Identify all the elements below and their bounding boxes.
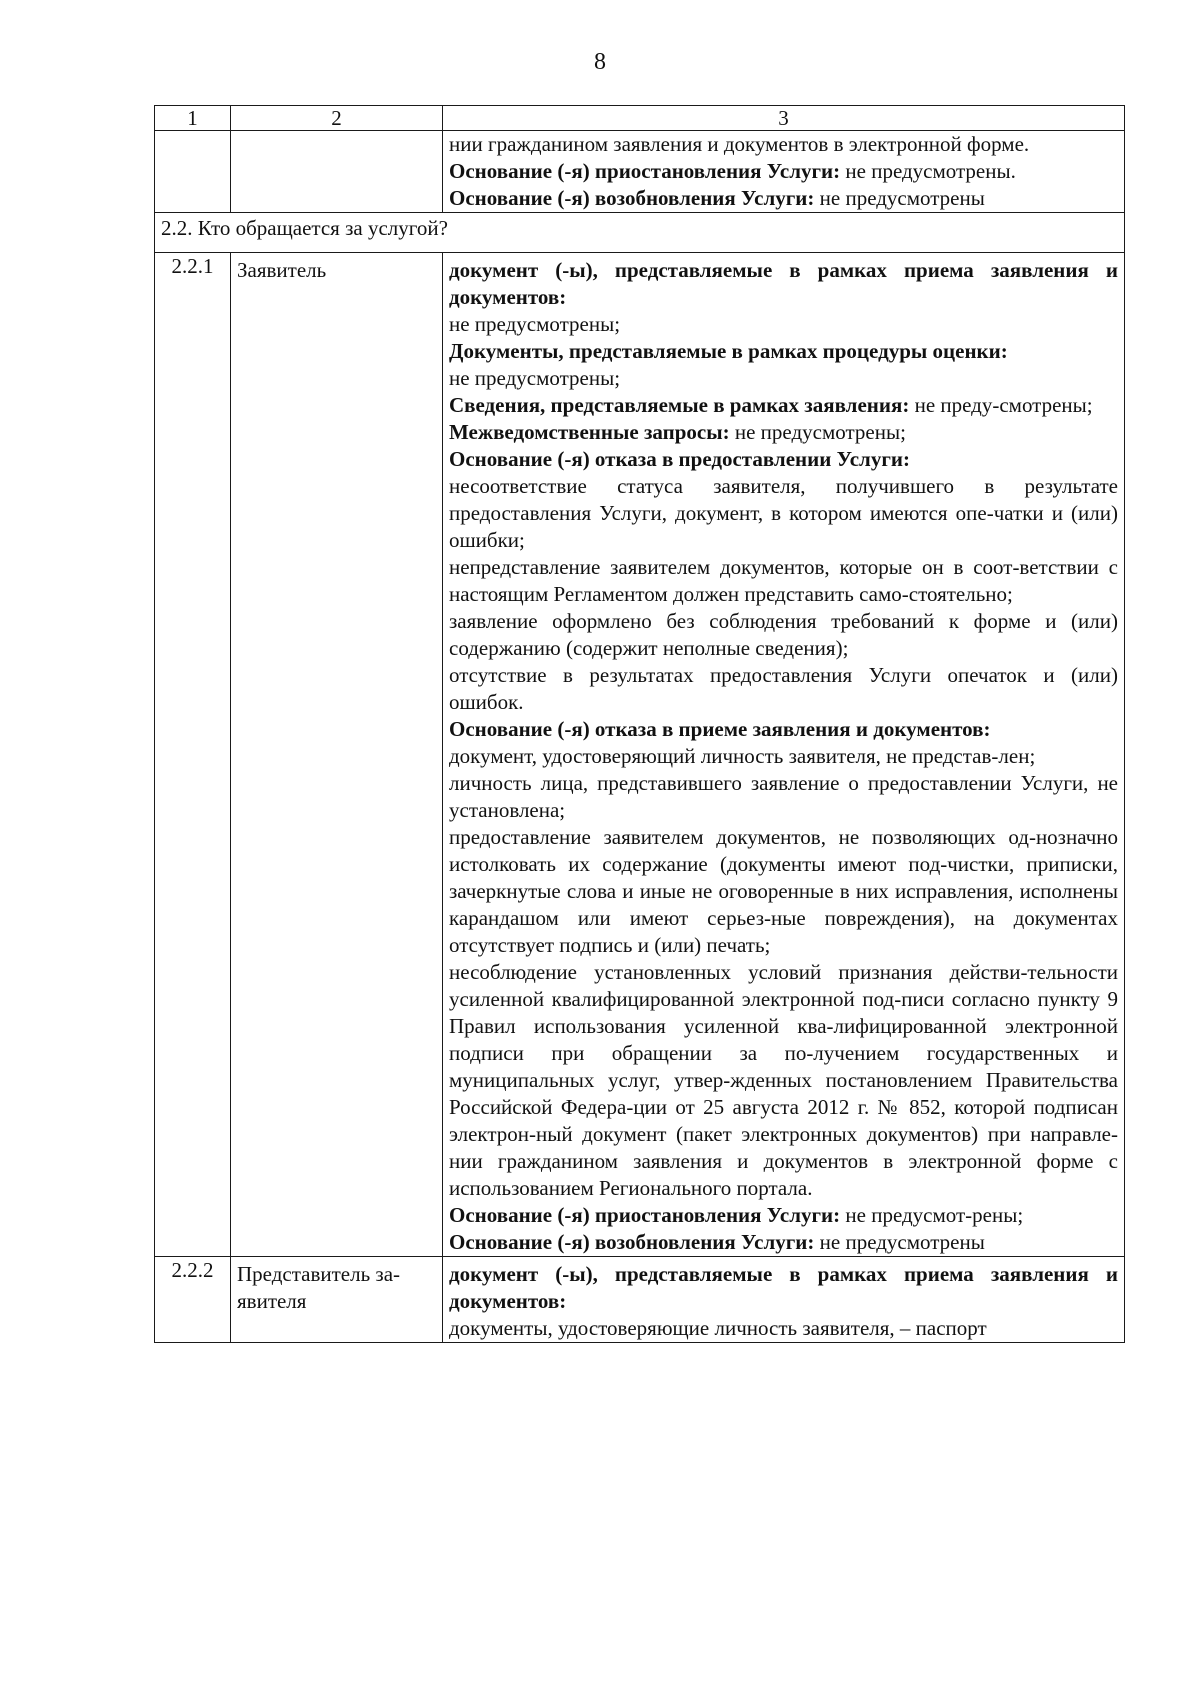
- eval-label: Документы, представляемые в рамках процедуры оценки:: [449, 339, 1008, 363]
- row-details: [443, 253, 1125, 1257]
- header-col-1: 1: [155, 106, 231, 131]
- docs-label: документ (-ы), представляемые в рамках приема заявления и документов:: [449, 258, 1118, 309]
- table-row-2-2-2: [155, 1257, 1125, 1343]
- section-row-2-2: [155, 213, 1125, 253]
- suspend-label: Основание (-я) приостановления Услуги:: [449, 1203, 841, 1227]
- continuation-resume-value: не предусмотрены: [814, 186, 985, 210]
- refuse-label: Основание (-я) отказа в предоставлении Услуги:: [449, 447, 910, 471]
- table-row-2-2-1: [155, 253, 1125, 1257]
- row-number: 2.2.1: [155, 253, 231, 1257]
- resume-label: Основание (-я) возобновления Услуги:: [449, 1230, 815, 1254]
- suspend-line: [449, 1202, 1118, 1229]
- continuation-resume-label: Основание (-я) возобновления Услуги:: [449, 186, 815, 210]
- info-line: [449, 392, 1118, 419]
- continuation-text-cell: [443, 131, 1125, 213]
- inter-label: Межведомственные запросы:: [449, 420, 730, 444]
- refuse-item: непредставление заявителем документов, которые он в соот-ветствии с настоящим Регламентом должен представить само-стоятельно;: [449, 555, 1118, 606]
- row-details: [443, 1257, 1125, 1343]
- reject-label: Основание (-я) отказа в приеме заявления и документов:: [449, 717, 991, 741]
- continuation-text: нии гражданином заявления и документов в электронной форме.: [449, 132, 1030, 156]
- reject-item: личность лица, представившего заявление о предоставлении Услуги, не установлена;: [449, 771, 1118, 822]
- continuation-suspend-value: не предусмотрены.: [840, 159, 1016, 183]
- resume-line: [449, 1229, 1118, 1256]
- continuation-row: [155, 131, 1125, 213]
- continuation-suspend-label: Основание (-я) приостановления Услуги:: [449, 159, 841, 183]
- header-col-2: 2: [231, 106, 443, 131]
- continuation-suspend: [449, 158, 1118, 185]
- page-number: 8: [594, 49, 606, 75]
- refuse-item: несоответствие статуса заявителя, получившего в результате предоставления Услуги, документ, в котором имеются опе-чатки и (или) ошибки;: [449, 474, 1118, 552]
- inter-value: не предусмотрены;: [729, 420, 906, 444]
- applicant-type: Заявитель: [231, 253, 443, 1257]
- section-title: 2.2. Кто обращается за услугой?: [155, 213, 1125, 253]
- reject-item: предоставление заявителем документов, не позволяющих од-нозначно истолковать их содержание (документы имеют под-чистки, приписки, зачеркнутые слова и иные не оговоренные в них исправления, исполнены карандашом или имеют серьез-ные повреждения), на документах отсутствует подпись и (или) печать;: [449, 825, 1118, 957]
- reject-item: документ, удостоверяющий личность заявителя, не представ-лен;: [449, 744, 1036, 768]
- header-col-3: 3: [443, 106, 1125, 131]
- applicant-type: Представитель за-явителя: [231, 1257, 443, 1343]
- resume-value: не предусмотрены: [814, 1230, 985, 1254]
- info-label: Сведения, представляемые в рамках заявления:: [449, 393, 910, 417]
- refuse-item: отсутствие в результатах предоставления Услуги опечаток и (или) ошибок.: [449, 663, 1118, 714]
- continuation-who-cell: [231, 131, 443, 213]
- table-header-row: [155, 106, 1125, 131]
- row-number: 2.2.2: [155, 1257, 231, 1343]
- docs-label: документ (-ы), представляемые в рамках приема заявления и документов:: [449, 1262, 1118, 1313]
- docs-value: документы, удостоверяющие личность заявителя, – паспорт: [449, 1316, 987, 1340]
- suspend-value: не предусмот-рены;: [840, 1203, 1024, 1227]
- services-table: [154, 105, 1125, 1343]
- docs-value: не предусмотрены;: [449, 312, 621, 336]
- reject-item: несоблюдение установленных условий признания действи-тельности усиленной квалифицированной электронной под-писи согласно пункту 9 Правил использования усиленной ква-лифицированной электронной подписи при обращении за по-лучением государственных и муниципальных услуг, утвер-жденных постановлением Правительства Российской Федера-ции от 25 августа 2012 г. № 852, которой подписан электрон-ный документ (пакет электронных документов) при направле-нии гражданином заявления и документов в электронной форме с использованием Регионального портала.: [449, 960, 1118, 1200]
- info-value: не преду-смотрены;: [909, 393, 1093, 417]
- refuse-item: заявление оформлено без соблюдения требований к форме и (или) содержанию (содержит неполные сведения);: [449, 609, 1118, 660]
- continuation-num-cell: [155, 131, 231, 213]
- inter-line: [449, 419, 1118, 446]
- eval-value: не предусмотрены;: [449, 366, 621, 390]
- continuation-resume: [449, 185, 1118, 212]
